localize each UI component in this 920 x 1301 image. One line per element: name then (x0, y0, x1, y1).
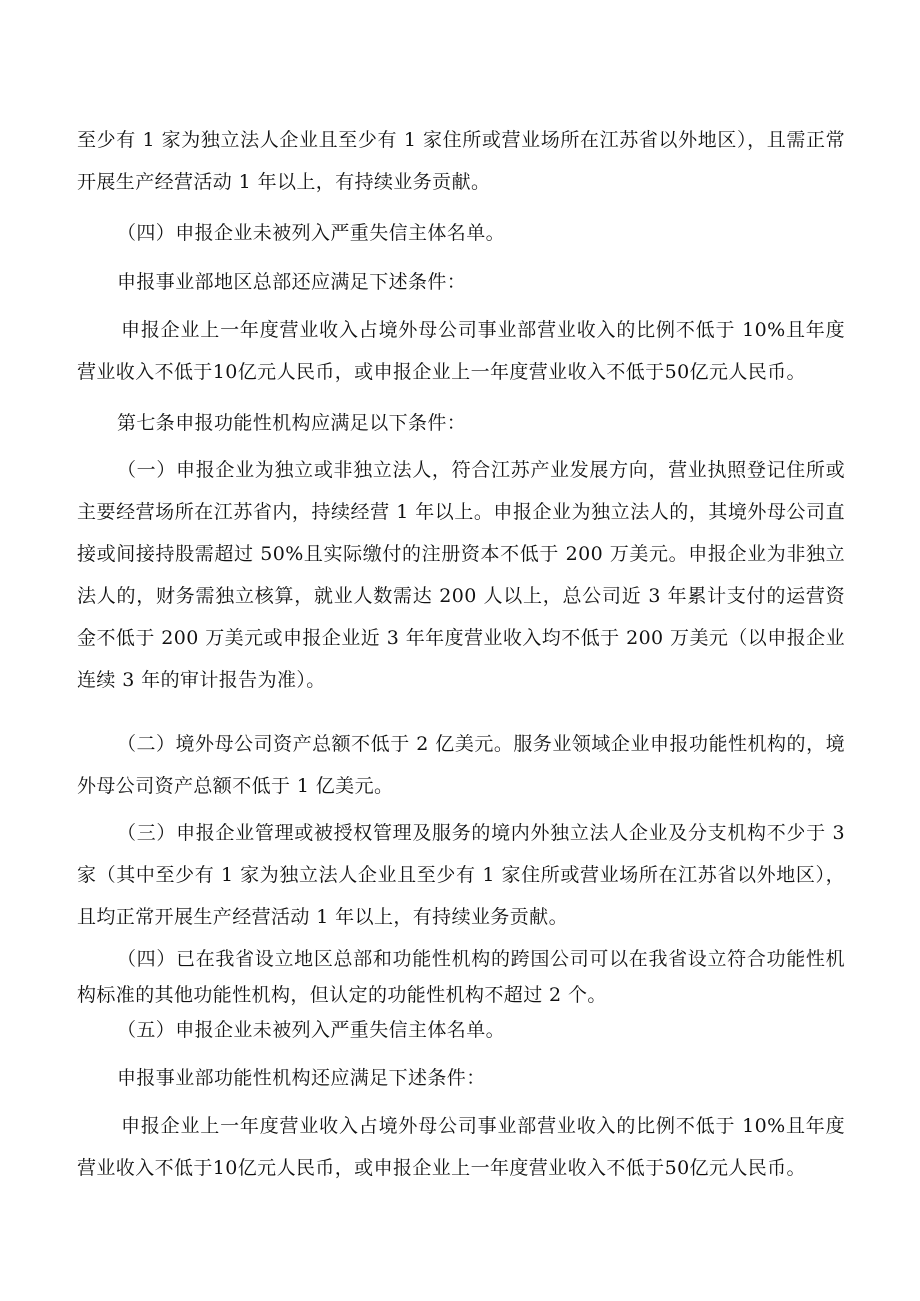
paragraph-article-7-item-2: （二）境外母公司资产总额不低于 2 亿美元。服务业领域企业申报功能性机构的，境外母公司资产总额不低于 1 亿美元。 (77, 733, 845, 797)
paragraph-article-7-item-5: （五）申报企业未被列入严重失信主体名单。 (117, 1019, 506, 1041)
paragraph-division-hq-heading: 申报事业部地区总部还应满足下述条件： (117, 271, 467, 293)
paragraph-article-7: 第七条申报功能性机构应满足以下条件： (117, 412, 467, 434)
paragraph-article-7-item-4: （四）已在我省设立地区总部和功能性机构的跨国公司可以在我省设立符合功能性机构标准的其他功能性机构，但认定的功能性机构不超过 2 个。 (77, 948, 845, 1006)
paragraph-article-7-item-3: （三）申报企业管理或被授权管理及服务的境内外独立法人企业及分支机构不少于 3 家（其中至少有 1 家为独立法人企业且至少有 1 家住所或营业场所在江苏省以外地区），且均正常开展生产经营活动 1 年以上，有持续业务贡献。 (77, 822, 845, 928)
paragraph-division-hq-condition: 申报企业上一年度营业收入占境外母公司事业部营业收入的比例不低于 10%且年度营业收入不低于10亿元人民币，或申报企业上一年度营业收入不低于50亿元人民币。 (77, 319, 845, 383)
paragraph-item-4: （四）申报企业未被列入严重失信主体名单。 (117, 222, 506, 244)
paragraph-article-7-item-1: （一）申报企业为独立或非独立法人，符合江苏产业发展方向，营业执照登记住所或主要经营场所在江苏省内，持续经营 1 年以上。申报企业为独立法人的，其境外母公司直接或间接持股需超过 50%且实际缴付的注册资本不低于 200 万美元。申报企业为非独立法人的，财务需独立核算，就业人数需达 200 人以上，总公司近 3 年累计支付的运营资金不低于 200 万美元或申报企业近 3 年年度营业收入均不低于 200 万美元（以申报企业连续 3 年的审计报告为准）。 (77, 459, 845, 691)
paragraph-division-function-condition: 申报企业上一年度营业收入占境外母公司事业部营业收入的比例不低于 10%且年度营业收入不低于10亿元人民币，或申报企业上一年度营业收入不低于50亿元人民币。 (77, 1115, 845, 1179)
paragraph-continuation: 至少有 1 家为独立法人企业且至少有 1 家住所或营业场所在江苏省以外地区），且需正常开展生产经营活动 1 年以上，有持续业务贡献。 (77, 129, 845, 193)
paragraph-division-function-heading: 申报事业部功能性机构还应满足下述条件： (117, 1067, 486, 1089)
